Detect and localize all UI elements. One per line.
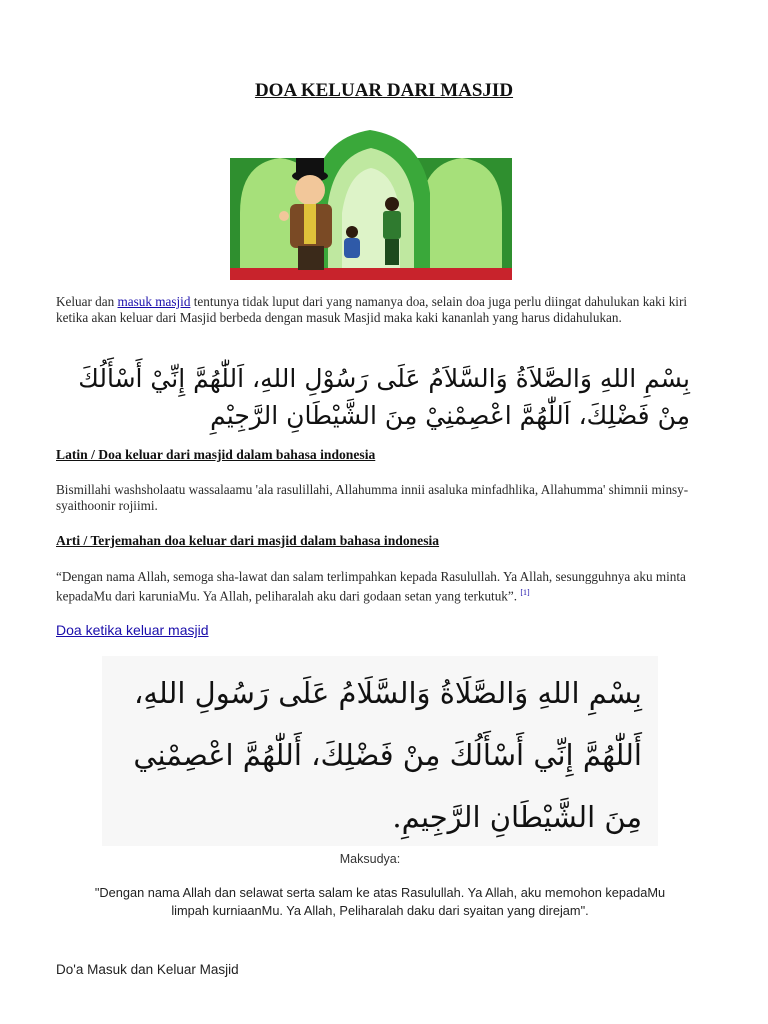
mosque-illustration xyxy=(230,118,512,280)
footer-title: Do'a Masuk dan Keluar Masjid xyxy=(56,962,239,977)
arti-text: “Dengan nama Allah, semoga sha-lawat dan salam terlimpahkan kepada Rasulullah. Ya Allah, sesungguhnya aku minta kepadaMu dari karuniaMu. Ya Allah, peliharalah aku dari godaan setan yang terkutuk”. [1] xyxy=(56,569,686,604)
doa-keluar-masjid-link[interactable]: Doa ketika keluar masjid xyxy=(56,622,209,638)
page-title: DOA KELUAR DARI MASJID xyxy=(254,80,514,101)
footnote-link[interactable]: [1] xyxy=(520,588,530,597)
meaning-text: "Dengan nama Allah dan selawat serta salam ke atas Rasulullah. Ya Allah, aku memohon kepadaMu limpah kurniaanMu. Ya Allah, Peliharalah daku dari syaitan yang direjam". xyxy=(94,885,666,918)
arabic-prayer-image-text: بِسْمِ اللهِ وَالصَّلَاةُ وَالسَّلَامُ عَلَى رَسُولِ اللهِ، أَللّٰهُمَّ إِنِّي أَسْأَلُكَ مِنْ فَضْلِكَ، أَللّٰهُمَّ اعْصِمْنِي مِنَ الشَّيْطَانِ الرَّجِيمِ. xyxy=(133,676,642,834)
intro-paragraph: Keluar dan masuk masjid tentunya tidak luput dari yang namanya doa, selain doa juga perlu diingat dahulukan kaki kiri ketika akan keluar dari Masjid berbeda dengan masuk Masjid maka kaki kananlah yang harus didahulukan. xyxy=(56,294,688,325)
latin-text: Bismillahi washsholaatu wassalaamu 'ala rasulillahi, Allahumma innii asaluka minfadhlika, Allahumma' shimnii minsy-syaithoonir rojiimi. xyxy=(56,482,689,513)
masuk-masjid-link[interactable]: masuk masjid xyxy=(117,294,191,309)
arti-heading: Arti / Terjemahan doa keluar dari masjid dalam bahasa indonesia xyxy=(56,533,440,548)
latin-heading: Latin / Doa keluar dari masjid dalam bahasa indonesia xyxy=(56,447,376,462)
maksud-label: Maksudya: xyxy=(339,852,401,866)
arabic-prayer: بِسْمِ اللهِ وَالصَّلاَةُ وَالسَّلاَمُ عَلَى رَسُوْلِ اللهِ، اَللّٰهُمَّ إِنِّيْ أَسْأَلُكَ مِنْ فَضْلِكَ، اَللّٰهُمَّ اعْصِمْنِيْ مِنَ الشَّيْطَانِ الرَّجِيْمِ xyxy=(78,364,690,430)
